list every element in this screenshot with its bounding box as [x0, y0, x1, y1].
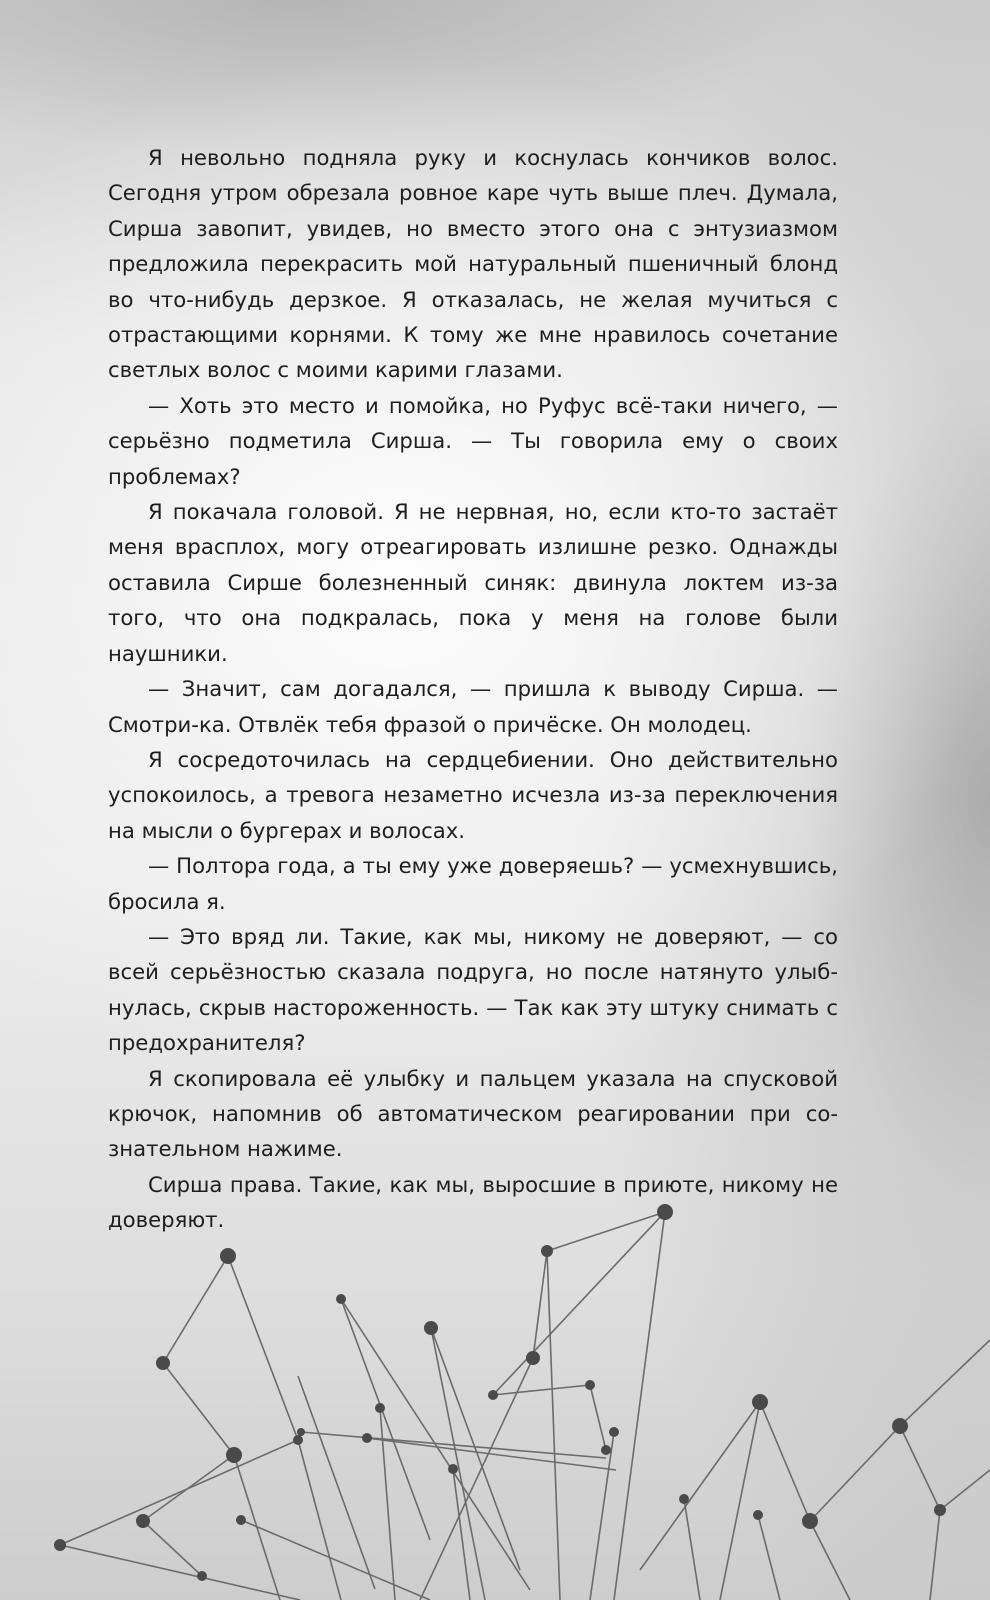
- body-text: [108, 140, 838, 1238]
- paragraph-9: Сирша права. Такие, как мы, выросшие в приюте, никому не доверяют.: [108, 1171, 838, 1233]
- paragraph-3: Я покачала головой. Я не нервная, но, если кто-то застаёт меня врасплох, могу отреагировать излишне резко. Однажды оставила Сирше болезненный синяк: двинула локтем из-за того, что она подкралась, пока у меня на голове были наушники.: [108, 499, 838, 666]
- network-nodes: [54, 1204, 946, 1581]
- network-lines: [60, 1212, 990, 1600]
- paragraph-6: — Полтора года, а ты ему уже доверяешь? — усмехнувшись, бросила я.: [108, 853, 838, 914]
- paragraph-7: — Это вряд ли. Такие, как мы, никому не доверяют, — со всей серьёзностью сказала подруга, но после натянуто улыбнулась, скрыв настороженность. — Так как эту штуку снимать с предохранителя?: [108, 923, 838, 1056]
- paragraph-8: Я скопировала её улыбку и пальцем указала на спусковой крючок, напомнив об автоматическом реагировании при сознательном нажиме.: [108, 1065, 838, 1162]
- paragraph-2: — Хоть это место и помойка, но Руфус всё-таки ничего, — серьёзно подметила Сирша. — Ты говорила ему о своих проблемах?: [108, 392, 838, 489]
- paragraph-4: — Значит, сам догадался, — пришла к выводу Сирша. — Смотри-ка. Отвлёк тебя фразой о причёске. Он молодец.: [108, 676, 838, 737]
- network-decoration: [0, 1190, 990, 1600]
- paragraph-5: Я сосредоточилась на сердцебиении. Оно действительно успокоилось, а тревога незаметно исчезла из-за переключения на мысли о бургерах и волосах.: [108, 746, 838, 843]
- paragraph-1: Я невольно подняла руку и коснулась кончиков волос. Сегодня утром обрезала ровное каре чуть выше плеч. Думала, Сирша завопит, увидев, но вместо этого она с энтузиазмом предложила перекрасить мой натуральный пшеничный блонд во что-нибудь дерзкое. Я отказалась, не желая мучиться с отрастающими корнями. К тому же мне нравилось сочетание светлых волос с моими карими глазами.: [108, 145, 838, 383]
